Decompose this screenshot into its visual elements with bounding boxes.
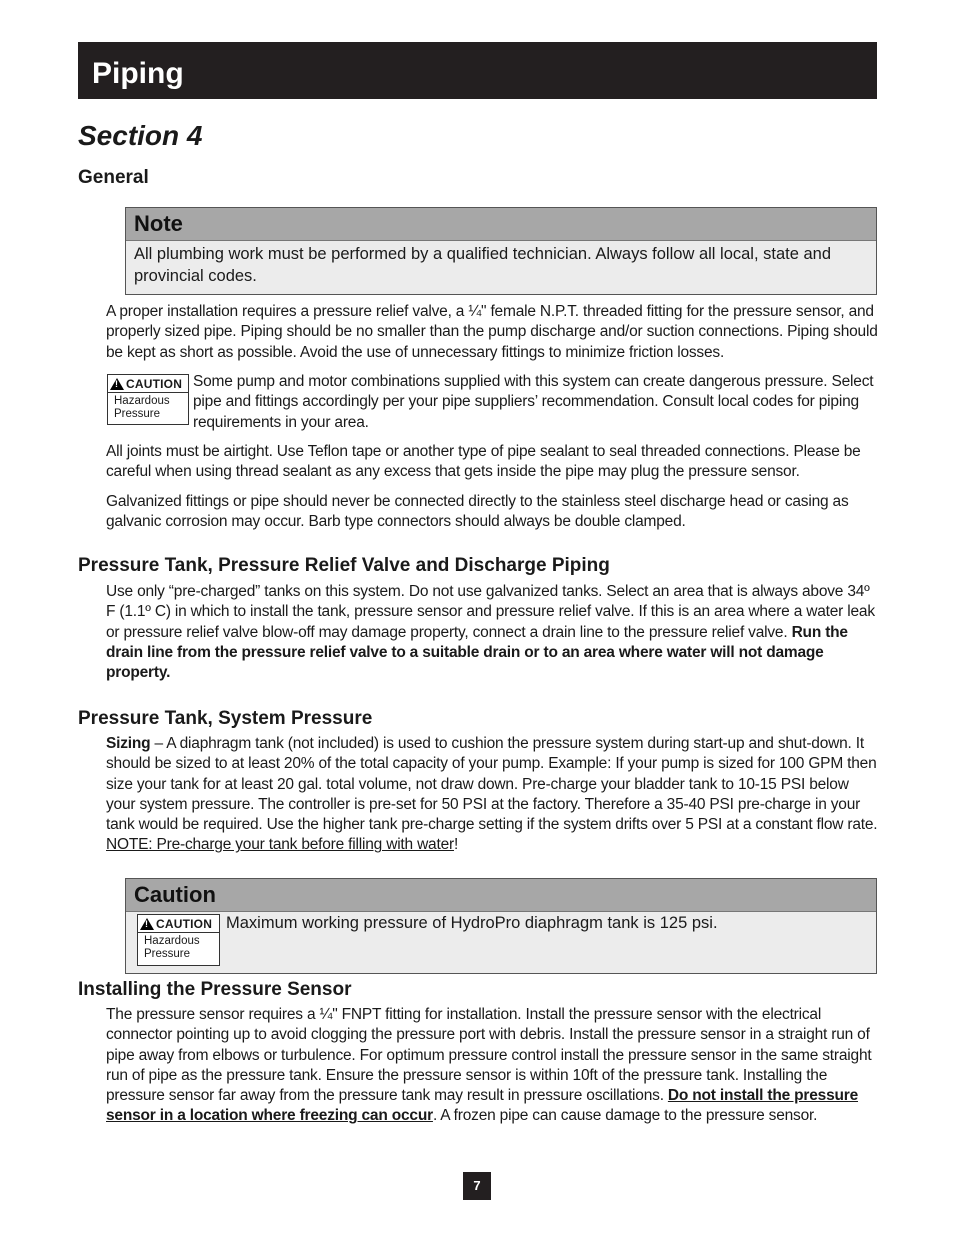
system-pressure-end: !	[453, 836, 459, 854]
freezing-warning: Do not install the pressure sensor in a location where freezing can occur	[106, 1087, 859, 1125]
sensor-text: The pressure sensor requires a ¼" FNPT fitting for installation. Install the pressure sensor with the electrical connector pointing up to avoid clogging the pressure port with debris. Install the pressure sensor in a straight run of pipe away from elbows or turbulence. For optimum pressure control install the pressure sensor in the same straight run of pipe as the pressure tank. Ensure the pressure sensor is within 10ft of the pressure tank. Installing the pressure sensor far away from the pressure tank may result in pressure oscillations.	[106, 1006, 872, 1105]
precharge-note: NOTE: Pre-charge your tank before filling with water	[106, 836, 454, 854]
system-pressure-heading: Pressure Tank, System Pressure	[78, 708, 373, 729]
caution-box-header	[126, 879, 876, 912]
caution-box-label-text	[138, 933, 219, 961]
caution-label-text	[108, 393, 188, 421]
section-title: Section 4	[78, 120, 203, 151]
note-text: All plumbing work must be performed by a qualified technician. Always follow all local, state and provincial codes.	[134, 245, 832, 285]
caution-text: Some pump and motor combinations supplied with this system can create dangerous pressure. Select pipe and fittings accordingly per your pipe suppliers’ recommendation. Consult local codes for piping requirements in your area.	[193, 373, 874, 431]
caution-label-line-2: Pressure	[114, 408, 161, 420]
note-box-header	[126, 208, 876, 241]
general-heading: General	[78, 167, 149, 188]
warning-triangle-icon	[110, 378, 124, 390]
general-paragraph-2: All joints must be airtight. Use Teflon tape or another type of pipe sealant to seal threaded connections. Please be careful when using thread sealant as any excess that gets inside the pipe may plug the pressure sensor.	[106, 443, 861, 481]
system-pressure-paragraph	[106, 734, 878, 856]
caution-label	[107, 374, 189, 425]
caution-box-label-line-1: Hazardous	[144, 935, 200, 947]
caution-label-header	[108, 375, 188, 393]
caution-box-label-header	[138, 915, 219, 933]
sensor-end: . A frozen pipe can cause damage to the pressure sensor.	[432, 1107, 818, 1125]
caution-box-title: Caution	[134, 882, 216, 907]
warning-triangle-icon	[140, 918, 154, 930]
tank-relief-heading: Pressure Tank, Pressure Relief Valve and Discharge Piping	[78, 555, 610, 576]
caution-box-label-word: CAUTION	[156, 916, 213, 931]
caution-label-line-1: Hazardous	[114, 395, 170, 407]
sizing-label: Sizing	[106, 735, 151, 752]
general-paragraph-3: Galvanized fittings or pipe should never be connected directly to the stainless steel discharge head or casing as galvanic corrosion may occur. Barb type connectors should always be double clamped.	[106, 493, 849, 531]
caution-box-label-line-2: Pressure	[144, 948, 191, 960]
note-box	[125, 207, 877, 295]
header-bar	[78, 42, 877, 99]
caution-box-label	[137, 914, 220, 966]
caution-box	[125, 878, 877, 974]
page-title: Piping	[92, 57, 184, 90]
sensor-paragraph	[106, 1005, 878, 1127]
general-paragraph-1: A proper installation requires a pressure relief valve, a ¼" female N.P.T. threaded fitting for the pressure sensor, and properly sized pipe. Piping should be no smaller than the pump discharge and/or suction connections. Piping should be kept as short as possible. Avoid the use of unnecessary fittings to minimize friction losses.	[106, 303, 878, 361]
caution-box-text: Maximum working pressure of HydroPro diaphragm tank is 125 psi.	[226, 914, 718, 932]
tank-relief-text: Use only “pre-charged” tanks on this system. Do not use galvanized tanks. Select an area that is always above 34º F (1.1º C) in which to install the tank, pressure sensor and pressure relief valve. If this is an area where a water leak or pressure relief valve blow-off may damage property, connect a drain line to the pressure relief valve.	[106, 583, 875, 641]
system-pressure-text: – A diaphragm tank (not included) is used to cushion the pressure system during start-up and shut-down. It should be sized to at least 20% of the total capacity of your pump. Example: If your pump is sized for 100 GPM then size your tank for at least 20 gal. total volume, not draw down. Pre-charge your bladder tank to 10-15 PSI below your system pressure. The controller is pre-set for 50 PSI at the factory. Therefore a 35-40 PSI pre-charge in your tank would be required. Use the higher tank pre-charge setting if the system drifts over 5 PSI at a constant flow rate.	[106, 735, 878, 834]
sensor-heading: Installing the Pressure Sensor	[78, 979, 352, 1000]
caution-word: CAUTION	[126, 376, 183, 391]
note-title: Note	[134, 211, 183, 236]
page-number: 7	[463, 1172, 491, 1200]
tank-relief-paragraph	[106, 582, 878, 683]
tank-relief-bold-text: Run the drain line from the pressure relief valve to a suitable drain or to an area where water will not damage property.	[106, 623, 848, 682]
